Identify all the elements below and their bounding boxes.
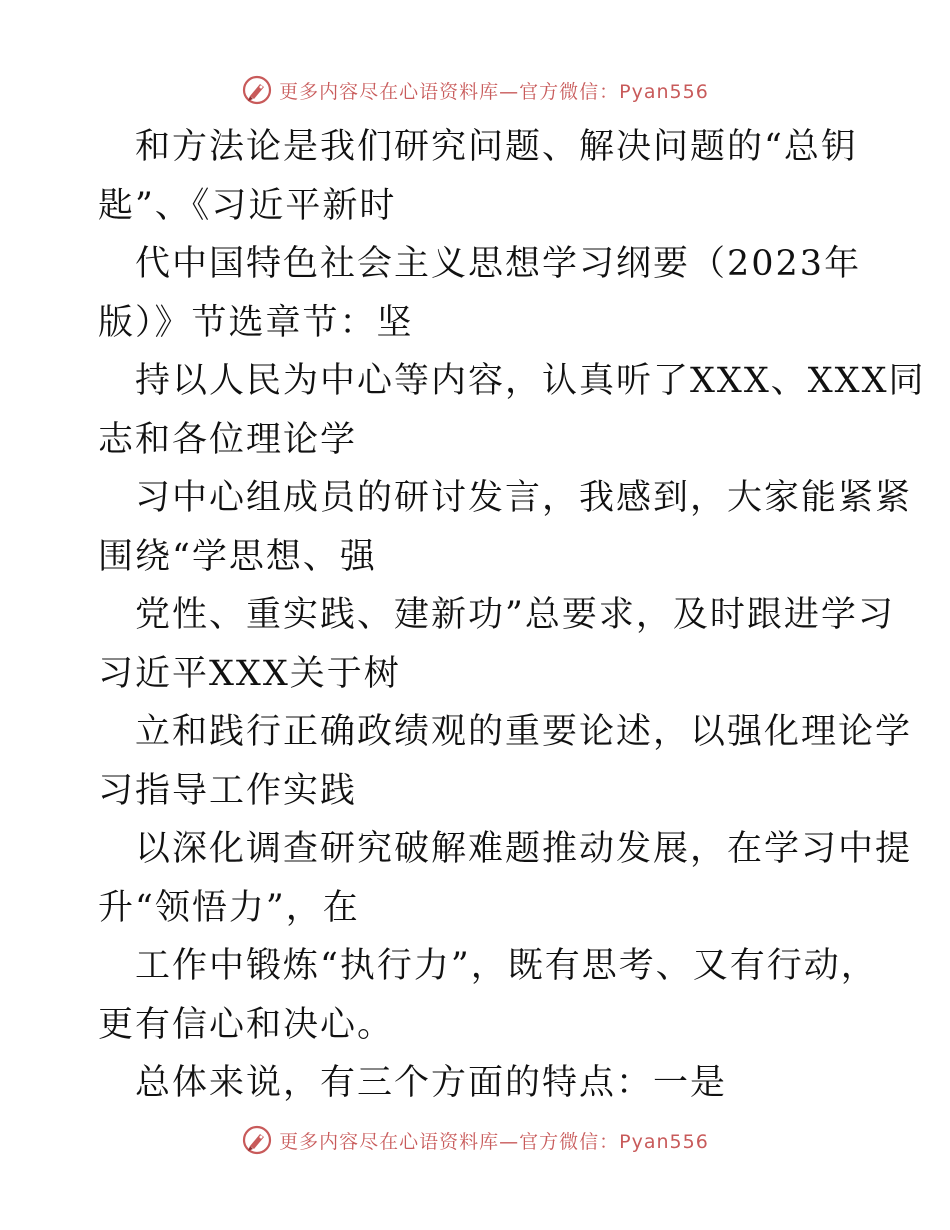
text-line: 习中心组成员的研讨发言，我感到，大家能紧紧 (135, 478, 913, 518)
pen-nib-logo-icon (241, 1124, 273, 1156)
text-line: 持以人民为中心等内容，认真听了XXX、XXX同 (135, 361, 926, 401)
text-line: 工作中锻炼“执行力”，既有思考、又有行动， (135, 946, 878, 986)
watermark-text: 更多内容尽在心语资料库—官方微信：Pyan556 (279, 1130, 709, 1153)
text-line: 总体来说，有三个方面的特点：一是 (135, 1063, 728, 1103)
header-watermark (0, 70, 950, 110)
text-line: 习指导工作实践 (98, 770, 358, 811)
text-line: 立和践行正确政绩观的重要论述，以强化理论学 (135, 712, 913, 752)
text-line: 志和各位理论学 (98, 419, 358, 460)
text-line: 和方法论是我们研究问题、解决问题的“总钥 (135, 127, 858, 167)
text-line: 围绕“学思想、强 (98, 536, 377, 577)
text-line: 更有信心和决心。 (98, 1004, 395, 1045)
text-line: 版）》节选章节：坚 (98, 302, 414, 343)
body-text (98, 118, 926, 1113)
text-line: 匙”、《习近平新时 (98, 185, 397, 226)
watermark-text: 更多内容尽在心语资料库—官方微信：Pyan556 (279, 80, 709, 103)
footer-watermark (0, 1120, 950, 1160)
text-line: 升“领悟力”，在 (98, 887, 360, 928)
pen-nib-logo-icon (241, 74, 273, 106)
text-line: 代中国特色社会主义思想学习纲要（2023年 (135, 244, 862, 284)
text-line: 党性、重实践、建新功”总要求，及时跟进学习 (135, 595, 895, 635)
text-line: 习近平XXX关于树 (98, 653, 401, 694)
text-line: 以深化调查研究破解难题推动发展，在学习中提 (135, 829, 913, 869)
